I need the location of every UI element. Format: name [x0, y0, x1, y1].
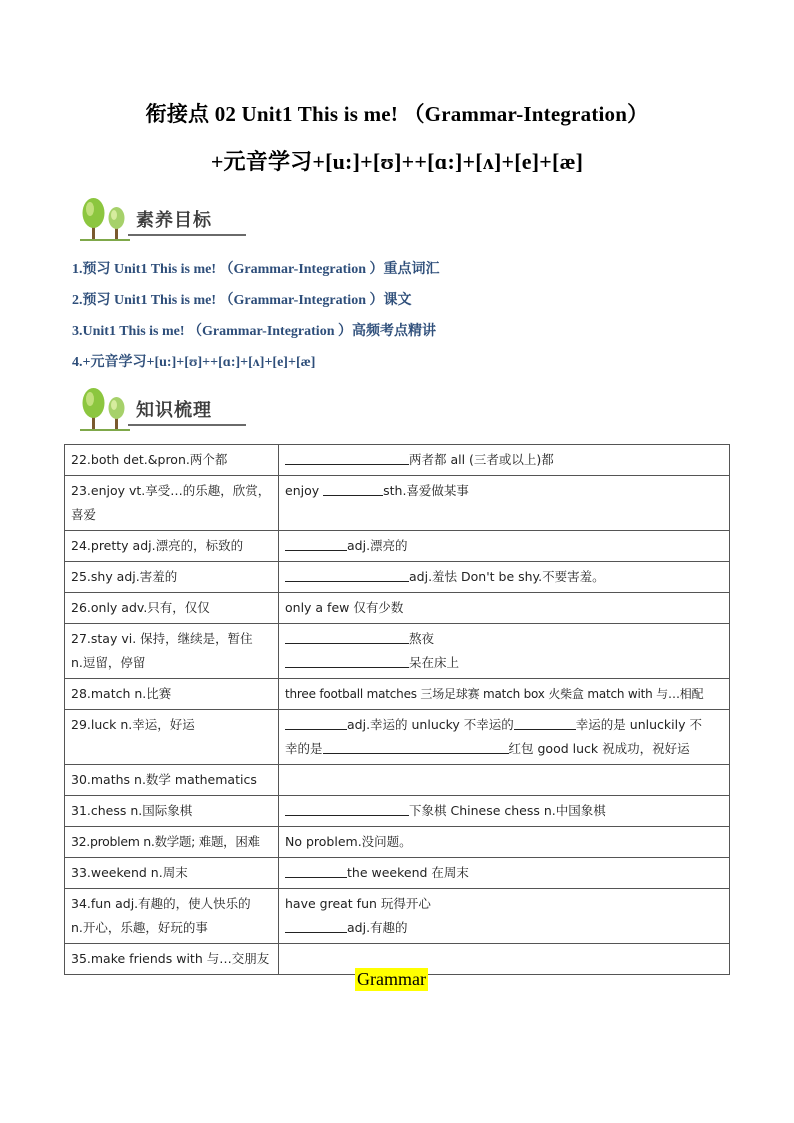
table-cell-usage: adj.幸运的 unlucky 不幸运的 幸运的是 unluckily 不 幸的是 红包 good luck 祝成功，祝好运: [279, 710, 730, 765]
fill-blank[interactable]: [285, 800, 409, 816]
table-cell-usage: [279, 765, 730, 796]
table-cell-word: 30.maths n.数学 mathematics: [65, 765, 279, 796]
fill-blank[interactable]: [323, 738, 509, 754]
fill-blank[interactable]: [285, 566, 409, 582]
table-row: [65, 796, 730, 827]
table-cell-word: 22.both det.&pron.两个都: [65, 445, 279, 476]
table-row: [65, 710, 730, 765]
section-title-goals: 素养目标: [136, 210, 212, 231]
goals-list: [72, 258, 439, 382]
table-cell-usage: enjoy sth.喜爱做某事: [279, 476, 730, 531]
table-cell-word: 34.fun adj.有趣的，使人快乐的 n.开心，乐趣，好玩的事: [65, 889, 279, 944]
fill-blank[interactable]: [285, 628, 409, 644]
fill-blank[interactable]: [323, 480, 383, 496]
page-subtitle: +元音学习+[u:]+[ʊ]++[ɑ:]+[ʌ]+[e]+[æ]: [210, 149, 584, 174]
table-row: [65, 765, 730, 796]
table-cell-word: 33.weekend n.周末: [65, 858, 279, 889]
table-cell-word: 35.make friends with 与…交朋友: [65, 944, 279, 975]
table-cell-word: 31.chess n.国际象棋: [65, 796, 279, 827]
tree-icon: [78, 196, 134, 242]
fill-blank[interactable]: [285, 714, 347, 730]
table-row: [65, 562, 730, 593]
page-title: 衔接点 02 Unit1 This is me! （Grammar-Integration）: [145, 102, 649, 126]
goal-item: 4.+元音学习+[u:]+[ʊ]++[ɑ:]+[ʌ]+[e]+[æ]: [72, 355, 316, 370]
tree-icon: [78, 386, 134, 432]
table-cell-usage: 熬夜 呆在床上: [279, 624, 730, 679]
table-cell-usage: 两者都 all (三者或以上)都: [279, 445, 730, 476]
table-cell-usage: adj.羞怯 Don't be shy.不要害羞。: [279, 562, 730, 593]
table-row: [65, 476, 730, 531]
table-cell-word: 26.only adv.只有，仅仅: [65, 593, 279, 624]
table-cell-usage: adj.漂亮的: [279, 531, 730, 562]
fill-blank[interactable]: [514, 714, 576, 730]
table-cell-word: 32.problem n.数学题; 难题，困难: [65, 827, 279, 858]
vocab-table: [64, 444, 730, 975]
table-cell-usage: the weekend 在周末: [279, 858, 730, 889]
table-row: [65, 827, 730, 858]
fill-blank[interactable]: [285, 917, 347, 933]
fill-blank[interactable]: [285, 652, 409, 668]
table-row: [65, 445, 730, 476]
table-cell-word: 24.pretty adj.漂亮的，标致的: [65, 531, 279, 562]
table-cell-usage: only a few 仅有少数: [279, 593, 730, 624]
section-header-knowledge: [78, 386, 253, 432]
section-header-goals: [78, 196, 253, 242]
table-row: [65, 889, 730, 944]
goal-item: 2.预习 Unit1 This is me! （Grammar-Integration ）课文: [72, 293, 412, 308]
goal-item: 1.预习 Unit1 This is me! （Grammar-Integration ）重点词汇: [72, 262, 440, 277]
table-row: [65, 858, 730, 889]
table-row: [65, 531, 730, 562]
table-cell-word: 23.enjoy vt.享受…的乐趣，欣赏， 喜爱: [65, 476, 279, 531]
table-cell-usage: three football matches 三场足球赛 match box 火柴盒 match with 与…相配: [279, 679, 730, 710]
table-cell-usage: [279, 944, 730, 975]
table-row: [65, 679, 730, 710]
fill-blank[interactable]: [285, 449, 409, 465]
table-cell-word: 29.luck n.幸运，好运: [65, 710, 279, 765]
goal-item: 3.Unit1 This is me! （Grammar-Integration ）高频考点精讲: [72, 324, 436, 339]
fill-blank[interactable]: [285, 535, 347, 551]
fill-blank[interactable]: [285, 862, 347, 878]
table-cell-word: 28.match n.比赛: [65, 679, 279, 710]
table-row: [65, 624, 730, 679]
table-row: [65, 593, 730, 624]
table-cell-usage: have great fun 玩得开心 adj.有趣的: [279, 889, 730, 944]
table-cell-usage: No problem.没问题。: [279, 827, 730, 858]
table-cell-word: 25.shy adj.害羞的: [65, 562, 279, 593]
section-underline: [128, 234, 246, 236]
section-title-knowledge: 知识梳理: [136, 400, 212, 421]
table-cell-usage: 下象棋 Chinese chess n.中国象棋: [279, 796, 730, 827]
grammar-heading: Grammar: [357, 969, 426, 989]
section-underline: [128, 424, 246, 426]
table-cell-word: 27.stay vi. 保持，继续是，暂住 n.逗留，停留: [65, 624, 279, 679]
